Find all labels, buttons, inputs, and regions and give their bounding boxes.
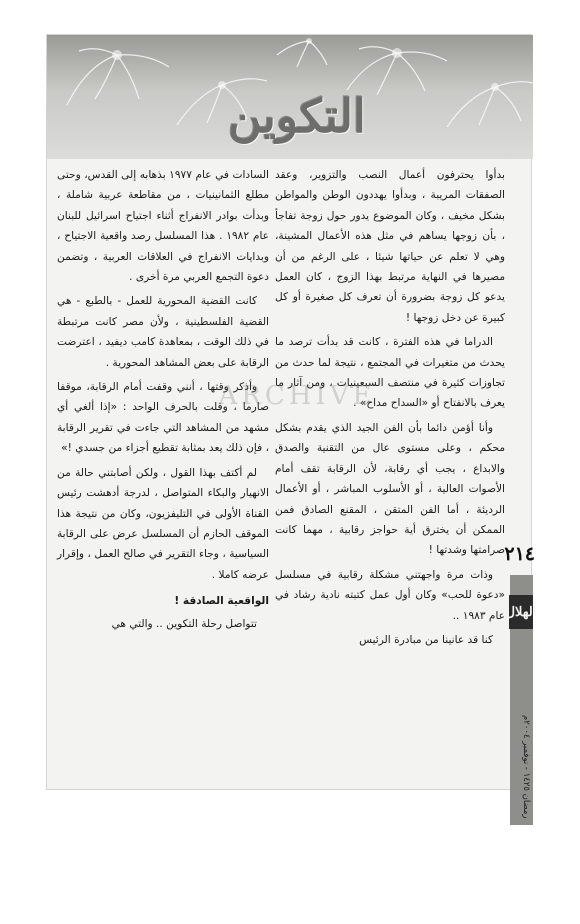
- article-subheading: الواقعية الصادقة !: [174, 595, 269, 608]
- article-paragraph: كانت القضية المحورية للعمل - بالطبع - هي القضية الفلسطينية ، ولأن مصر كانت مرتبطة في ذلك الوقت ، بمعاهدة كامب ديفيد ، اعترضت الرقابة على بعض المشاهد المحورية .: [57, 295, 269, 369]
- article-paragraph: بدأوا يحترفون أعمال النصب والتزوير، وعقد الصفقات المريبة ، وبدأوا يهددون الوطن والمواطن بشكل مخيف ، وكان الموضوع يدور حول زوجة تفاجأ ، بأن زوجها يساهم في مثل هذه الأعمال المشينة، وهي لا تعلم عن حياتها شيئا ، على الرغم من أن مصيرها في النهاية مرتبط بهذا الزوج ، كان العمل يدعو كل زوجة بضرورة أن تعرف كل صغيرة أو كل كبيرة عن دخل زوجها !: [275, 169, 505, 324]
- issue-date: رمضان ١٤٢٥ - نوفمبر ٢٠٠٤م: [521, 715, 531, 819]
- article-paragraph: لم أكتف بهذا القول ، ولكن أصابتني حالة من الانهيار والبكاء المتواصل ، لدرجة أدهشت رئيس القناة الأولى في التليفزيون، وكان من نتيجة هذا الموقف الحازم أن المسلسل عرض على الرقابة السياسية ، وجاء التقرير في صالح العمل ، وإقرار عرضه كاملا .: [57, 466, 269, 581]
- magazine-logo: الهلال: [509, 595, 533, 629]
- page-number: ٢١٤: [504, 543, 535, 565]
- archive-watermark: ARCHIVE: [218, 381, 376, 411]
- article-paragraph: السادات في عام ١٩٧٧ بذهابه إلى القدس، وحتى مطلع الثمانينيات ، من مقاطعة عربية شاملة ، وبدأت بوادر الانفراج أثناء اجتياح اسرائيل للبنان عام ١٩٨٢ . هذا المسلسل رصد واقعية الاجتياح ، وبدايات الانفراج في العلاقات العربية ، وتضمن دعوة التجمع العربي مرة أخرى .: [57, 169, 269, 284]
- section-title: التكوين: [228, 89, 366, 143]
- article-paragraph: وأذكر وقتها ، أنني وقفت أمام الرقابة، موقفا صارما ، وقلت بالحرف الواحد : «إذا ألغي أي مشهد من المشاهد التي جاءت في تقرير الرقابة ، فإن ذلك يعد بمثابة تقطيع أجزاء من جسدي !»: [57, 381, 269, 455]
- magazine-page: [46, 34, 537, 819]
- article-paragraph: كنا قد عانينا من مبادرة الرئيس: [359, 633, 493, 646]
- article-paragraph: تتواصل رحلة التكوين .. والتي هي: [111, 617, 257, 630]
- article-paragraph: وذات مرة واجهتني مشكلة رقابية في مسلسل «دعوة للحب» وكان أول عمل كتبته نادية رشاد في عام ١٩٨٣ ..: [275, 568, 505, 622]
- article-column-right: [275, 165, 505, 654]
- article-column-left: [57, 165, 269, 638]
- article-paragraph: وأنا أؤمن دائما بأن الفن الجيد الذي يقدم بشكل محكم ، وعلى مستوى عال من التقنية والصدق والابداع ، يجب أي رقابة، لأن الرقابة تقف أمام الأصوات العالية ، أو الأسلوب المباشر ، أو الأعمال الرديئة ، أما الفن المتقن ، المقنع الصادق فمن الممكن أن يخترق أية حواجز رقابية ، مهما كانت صرامتها وشدتها !: [275, 421, 505, 557]
- article-paragraph: الدراما في هذه الفترة ، كانت قد بدأت ترصد ما يحدث من متغيرات في المجتمع ، نتيجة لما حدث من تجاوزات كثيرة في منتصف السبعينيات ، ومن آثار ما يعرف بالانفتاح أو «السداح مداح» .: [275, 336, 505, 410]
- header-banner: [47, 35, 533, 159]
